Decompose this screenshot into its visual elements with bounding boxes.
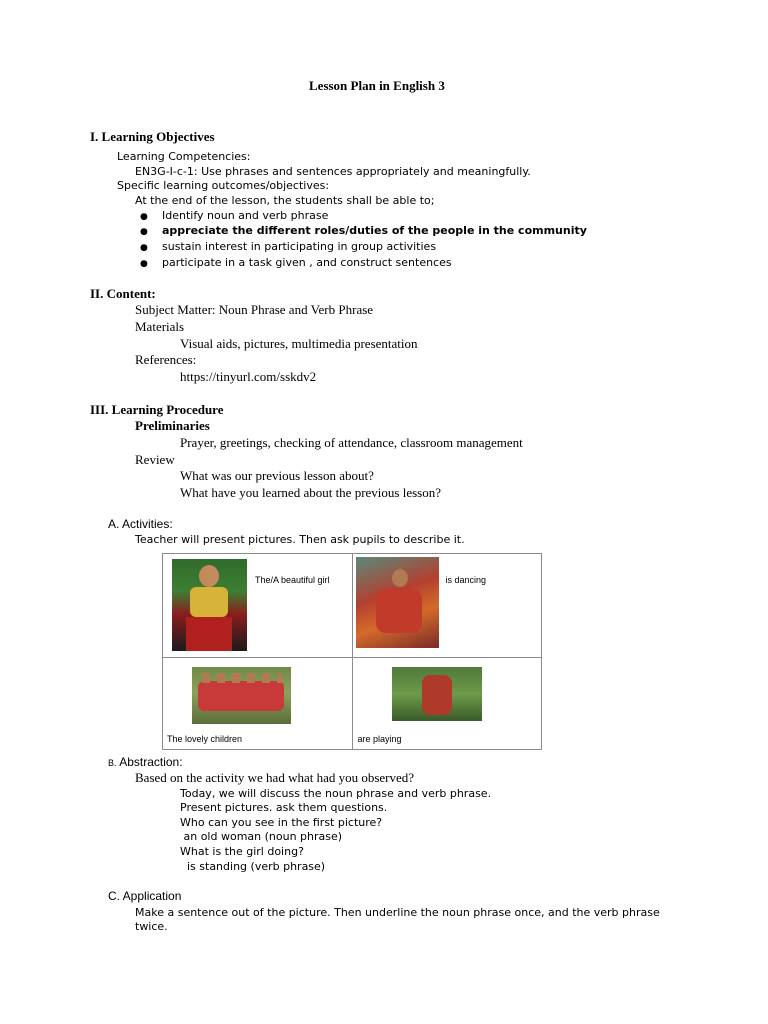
outcomes-label: Specific learning outcomes/objectives: <box>117 179 330 192</box>
abstraction-line: Present pictures. ask them questions. <box>180 801 388 814</box>
materials-label: Materials <box>135 319 185 334</box>
abstraction-line: is standing (verb phrase) <box>180 860 326 873</box>
activity-picture-table <box>162 553 542 750</box>
application-heading: C. Application <box>108 889 182 903</box>
abstraction-line: What is the girl doing? <box>180 845 304 858</box>
review-question: What have you learned about the previous lesson? <box>180 485 441 500</box>
verb-phrase-caption: is dancing <box>445 575 487 585</box>
objective-item: sustain interest in participating in group activities <box>162 240 437 253</box>
activity-cell <box>352 658 542 750</box>
procedure-heading: III. Learning Procedure <box>90 402 224 417</box>
objectives-heading: I. Learning Objectives <box>90 129 215 144</box>
activity-cell <box>352 554 542 658</box>
content-heading: II. Content: <box>90 286 156 301</box>
bullet-icon: ● <box>140 212 148 222</box>
abstraction-line: Today, we will discuss the noun phrase and verb phrase. <box>180 787 492 800</box>
bullet-icon: ● <box>140 243 148 253</box>
objective-item: appreciate the different roles/duties of the people in the community <box>162 224 587 237</box>
preliminaries-text: Prayer, greetings, checking of attendance, classroom management <box>180 435 523 450</box>
activities-instruction: Teacher will present pictures. Then ask pupils to describe it. <box>135 533 465 546</box>
preliminaries-label: Preliminaries <box>135 418 210 433</box>
bullet-icon: ● <box>140 259 148 269</box>
noun-phrase-caption: The lovely children <box>167 734 243 744</box>
references-label: References: <box>135 352 197 367</box>
objective-item: Identify noun and verb phrase <box>162 209 329 222</box>
abstraction-line: an old woman (noun phrase) <box>180 830 343 843</box>
outcomes-intro: At the end of the lesson, the students shall be able to; <box>135 194 435 207</box>
activity-cell <box>163 554 353 658</box>
objective-item: participate in a task given , and construct sentences <box>162 256 452 269</box>
review-label: Review <box>135 452 175 467</box>
activity-cell <box>163 658 353 750</box>
abstraction-question: Based on the activity we had what had you observed? <box>135 770 415 785</box>
reference-link[interactable]: https://tinyurl.com/sskdv2 <box>180 369 317 384</box>
competencies-label: Learning Competencies: <box>117 150 251 163</box>
document-title: Lesson Plan in English 3 <box>309 78 445 93</box>
review-question: What was our previous lesson about? <box>180 468 374 483</box>
competency-text: EN3G-I-c-1: Use phrases and sentences appropriately and meaningfully. <box>135 165 531 178</box>
verb-phrase-caption: are playing <box>357 734 402 744</box>
abstraction-heading <box>108 755 183 769</box>
abstraction-line: Who can you see in the first picture? <box>180 816 383 829</box>
dancer-photo-icon <box>356 557 439 648</box>
girl-photo-icon <box>172 559 247 651</box>
application-text: twice. <box>135 920 168 933</box>
children-photo-icon <box>192 667 291 724</box>
activities-heading: A. Activities: <box>108 517 173 531</box>
abstraction-heading-text: Abstraction: <box>119 755 183 769</box>
abstraction-marker: B. <box>108 758 117 768</box>
subject-matter: Subject Matter: Noun Phrase and Verb Phrase <box>135 302 374 317</box>
playing-photo-icon <box>392 667 482 721</box>
application-text: Make a sentence out of the picture. Then underline the noun phrase once, and the verb phrase <box>135 906 660 919</box>
noun-phrase-caption: The/A beautiful girl <box>255 575 330 585</box>
materials-text: Visual aids, pictures, multimedia presentation <box>180 336 418 351</box>
bullet-icon: ● <box>140 227 148 237</box>
